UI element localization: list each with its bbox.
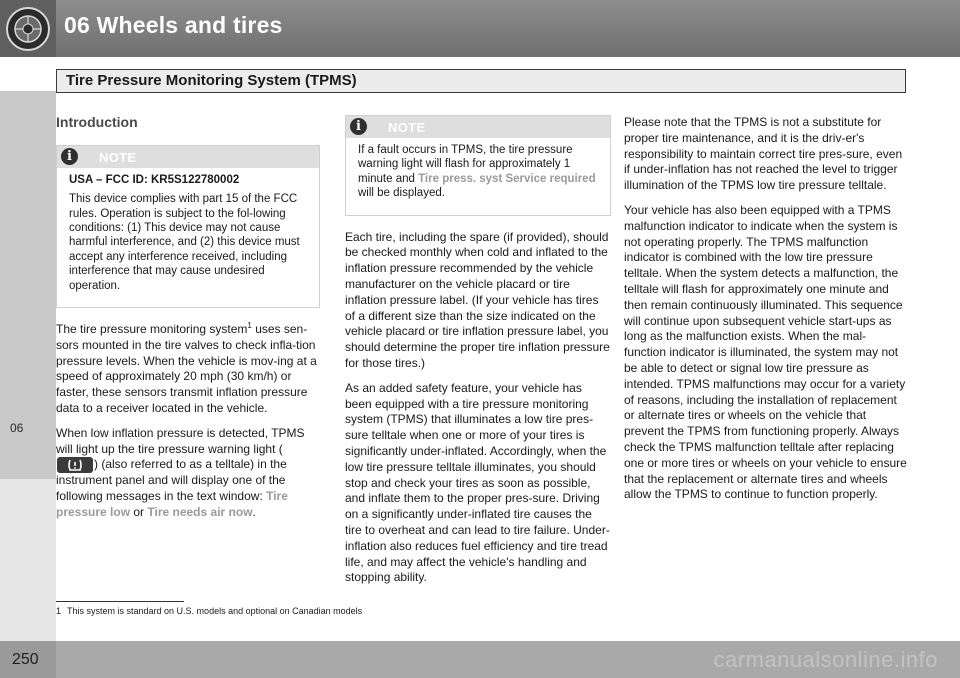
note-label: NOTE	[388, 120, 426, 135]
monthly-check-paragraph: Each tire, including the spare (if provided), should be checked monthly when cold and inflated to the inflation pressure recommended by the vehicle manufacturer on the vehicle placard or tire inflation pressure label. (If your vehicle has tires of a different size than the size indicated on the vehicle placard or tire inflation pressure label, you should determine the proper tire inflation pressure for those tires.)	[345, 229, 610, 370]
chapter-header	[0, 0, 960, 57]
note-body	[346, 138, 610, 215]
paragraph-text: The tire pressure monitoring system	[56, 322, 248, 337]
tpms-intro-paragraph	[56, 322, 320, 417]
fcc-id-title: USA – FCC ID: KR5S122780002	[69, 173, 240, 186]
fault-note-text	[358, 143, 600, 201]
column-right	[624, 115, 908, 512]
message-tire-needs-air: Tire needs air now	[147, 505, 253, 520]
paragraph-text: or	[130, 505, 148, 520]
section-title-box	[56, 69, 906, 93]
section-title: Tire Pressure Monitoring System (TPMS)	[66, 72, 357, 89]
paragraph-text: ) (also referred to as a telltale) in the instrument panel and will display one of the following messages in the text window:	[56, 457, 287, 504]
low-pressure-paragraph	[56, 426, 320, 521]
note-text: If a fault occurs in TPMS, the tire pressure warning light will flash for approximately 1 minute and	[358, 144, 573, 185]
info-icon: i	[61, 148, 78, 165]
watermark: carmanualsonline.info	[713, 647, 938, 672]
page-footer	[0, 641, 960, 678]
chapter-badge	[0, 0, 56, 57]
malfunction-paragraph: Your vehicle has also been equipped with a TPMS malfunction indicator to indicate when the system is not operating properly. The TPMS malfunction indicator is combined with the low tire pressure telltale. When the system detects a malfunction, the telltale will flash for approximately one minute and then remain continuously illuminated. This sequence will continue upon subsequent vehicle start-ups as long as the malfunction exists. When the mal-function indicator is illuminated, the system may not be able to detect or signal low tire pressure as intended. TPMS malfunctions may occur for a variety of reasons, including the installation of replacement or alternate tires or wheels on the vehicle that prevent the TPMS from functioning properly. Always check the TPMS malfunction telltale after replacing one or more tires or wheels on your vehicle to ensure that the replacement or alternate tires and wheels allow the TPMS to continue to function properly.	[624, 202, 907, 502]
tire-pressure-warning-icon	[57, 457, 93, 473]
paragraph-text: When low inflation pressure is detected, TPMS will light up the tire pressure warning light (	[56, 425, 305, 456]
footnote-reference: 1	[247, 321, 252, 331]
fault-note-box	[345, 115, 611, 216]
footnote	[56, 606, 362, 616]
chapter-title: 06 Wheels and tires	[64, 12, 283, 38]
introduction-heading: Introduction	[56, 114, 138, 130]
page-number-box	[0, 641, 56, 678]
footnote-mark: 1	[56, 606, 62, 616]
paragraph-text: uses sen-sors mounted in the tire valves to check infla-tion pressure levels. When the vehicle is mov-ing at a speed of approximately 20 mph (30 km/h) or faster, these sensors transmit inflation pressure data to a receiver located in the vehicle.	[56, 322, 317, 416]
column-left	[56, 115, 320, 530]
message-tire-pressure-low: Tire pressure low	[56, 489, 288, 520]
note-text: will be displayed.	[358, 187, 445, 200]
chapter-side-tab	[0, 91, 56, 479]
footnote-divider	[56, 601, 184, 602]
note-body	[57, 168, 319, 307]
message-service-required: Tire press. syst Service required	[418, 172, 596, 185]
side-tab-label: 06	[10, 421, 24, 435]
footnote-text: This system is standard on U.S. models and optional on Canadian models	[67, 606, 363, 616]
note-header	[57, 146, 319, 168]
column-middle	[345, 115, 611, 595]
note-header	[346, 116, 610, 138]
side-margin-strip	[0, 479, 56, 641]
info-icon: i	[350, 118, 367, 135]
maintenance-paragraph: Please note that the TPMS is not a substitute for proper tire maintenance, and it is the driv-er's responsibility to maintain correct tire pres-sure, even if under-inflation has not reached the level to trigger illumination of the TPMS low tire pressure telltale.	[624, 115, 903, 193]
paragraph-text: .	[252, 505, 256, 520]
page-number: 250	[12, 651, 39, 668]
fcc-note-box	[56, 145, 320, 308]
fcc-note-text: This device complies with part 15 of the FCC rules. Operation is subject to the fol-lowing conditions: (1) This device may not cause harmful interference, and (2) this device must accept any interference received, including interference that may cause undesired operation.	[69, 193, 300, 292]
note-label: NOTE	[99, 149, 137, 165]
safety-feature-paragraph: As an added safety feature, your vehicle has been equipped with a tire pressure monitoring system (TPMS) that illuminates a low tire pres-sure telltale when one or more of your tires is significantly under-inflated. Accordingly, when the low tire pressure telltale illuminates, you should stop and check your tires as soon as possible, and inflate them to the proper pres-sure. Driving on a significantly under-inflated tire causes the tire to overheat and can lead to tire failure. Under-inflation also reduces fuel efficiency and tire tread life, and may affect the vehicle's handling and stopping ability.	[345, 380, 610, 585]
wheel-icon	[5, 6, 51, 52]
